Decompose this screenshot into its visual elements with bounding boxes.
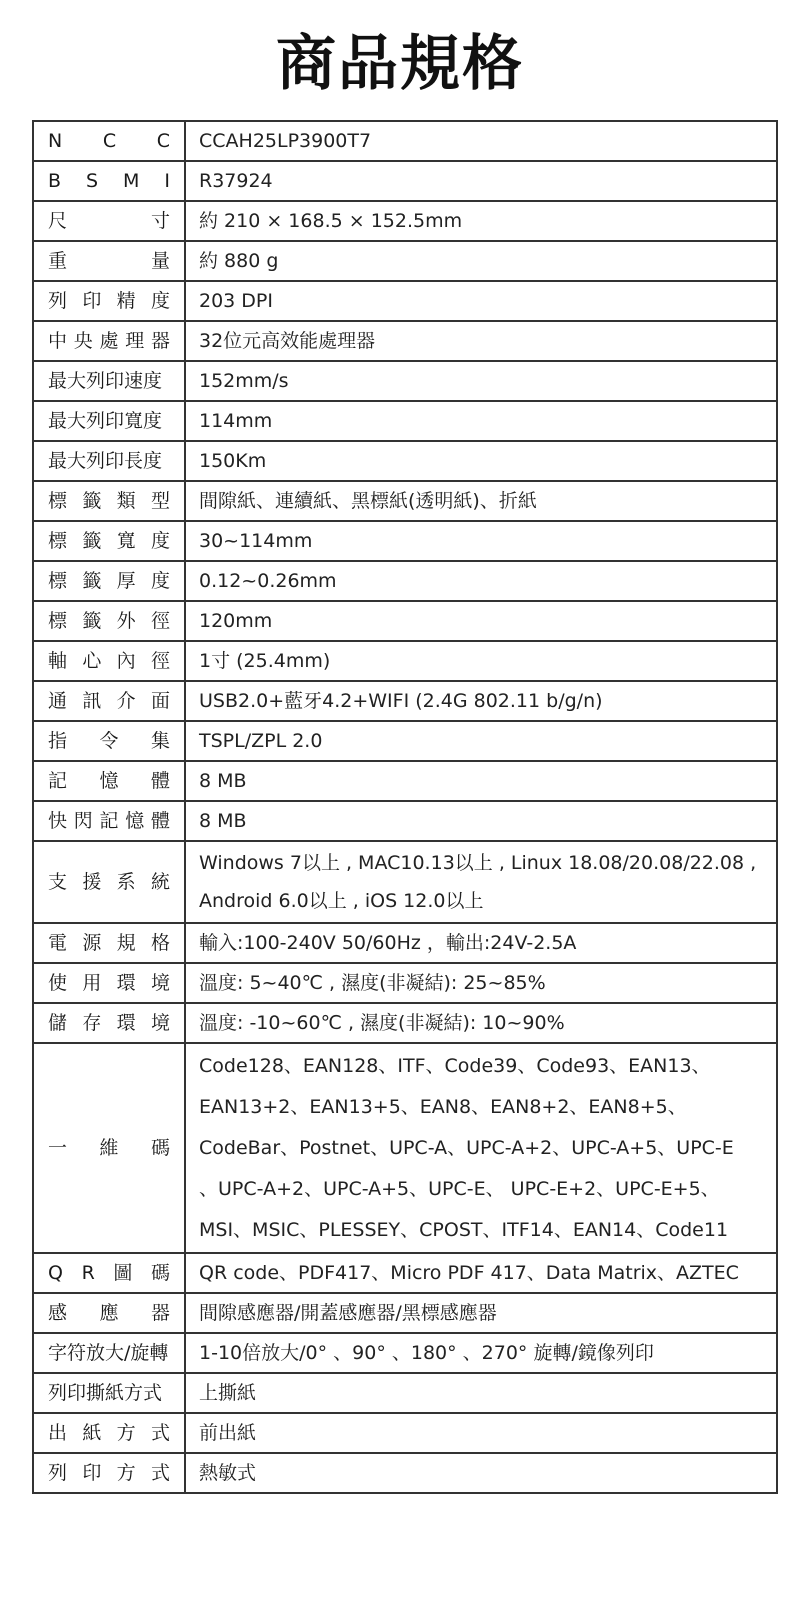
spec-label (33, 481, 185, 521)
spec-label (33, 1003, 185, 1043)
spec-value-line: Windows 7以上 , MAC10.13以上 , Linux 18.08/20.08/22.08 , (199, 852, 757, 874)
spec-label (33, 1293, 185, 1333)
spec-value (185, 1333, 777, 1373)
spec-row (33, 1373, 777, 1413)
spec-value-line: 前出紙 (199, 1422, 257, 1444)
spec-label-text: 標 (48, 490, 68, 512)
spec-label-text: 用 (82, 972, 102, 994)
spec-label-text: 記 (99, 810, 119, 832)
spec-table (32, 120, 778, 1494)
spec-row (33, 441, 777, 481)
spec-value-line: 溫度: 5~40℃ , 濕度(非凝結): 25~85% (199, 972, 546, 994)
spec-label (33, 1413, 185, 1453)
spec-value-line: 8 MB (199, 770, 247, 792)
spec-label-text: 規 (116, 932, 136, 954)
spec-row (33, 923, 777, 963)
spec-label-text: 應 (99, 1302, 119, 1324)
spec-row (33, 401, 777, 441)
spec-label-text: C (102, 130, 117, 152)
spec-label (33, 521, 185, 561)
spec-label-text: 類 (116, 490, 136, 512)
spec-label-text: 集 (150, 730, 170, 752)
spec-label-text: 感 (48, 1302, 68, 1324)
spec-label-text: 環 (116, 1012, 136, 1034)
spec-value-line: 間隙感應器/開蓋感應器/黑標感應器 (199, 1302, 497, 1324)
spec-label-text: 器 (150, 330, 170, 352)
spec-label-text: 內 (116, 650, 136, 672)
spec-row (33, 963, 777, 1003)
spec-value-line: 1-10倍放大/0° 、90° 、180° 、270° 旋轉/鏡像列印 (199, 1342, 654, 1364)
spec-row (33, 121, 777, 161)
spec-label-text: I (164, 170, 170, 192)
page-title: 商品規格 (276, 29, 524, 99)
spec-row (33, 241, 777, 281)
spec-label (33, 361, 185, 401)
spec-value-line: CCAH25LP3900T7 (199, 130, 372, 152)
spec-row (33, 801, 777, 841)
spec-label (33, 561, 185, 601)
spec-label (33, 1043, 185, 1253)
spec-label-text: 籤 (82, 490, 102, 512)
spec-value-line: 32位元高效能處理器 (199, 330, 376, 352)
spec-label-text: 最大列印速度 (48, 370, 163, 392)
spec-value (185, 601, 777, 641)
spec-value (185, 561, 777, 601)
spec-label (33, 1333, 185, 1373)
spec-value-line: QR code、PDF417、Micro PDF 417、Data Matrix、AZTEC (199, 1262, 739, 1284)
spec-label-text: 央 (73, 330, 93, 352)
spec-label-text: R (81, 1262, 95, 1284)
spec-value (185, 721, 777, 761)
spec-row (33, 361, 777, 401)
spec-label-text: 籤 (82, 530, 102, 552)
spec-label-text: 厚 (116, 570, 136, 592)
spec-label-text: 儲 (48, 1012, 68, 1034)
spec-label-text: 列印撕紙方式 (48, 1382, 163, 1404)
spec-value-line: 約 880 g (199, 250, 279, 272)
spec-value (185, 521, 777, 561)
spec-label-text: 介 (116, 690, 136, 712)
spec-label-text: 令 (99, 730, 119, 752)
spec-value-line: 0.12~0.26mm (199, 570, 337, 592)
spec-value (185, 681, 777, 721)
spec-row (33, 641, 777, 681)
spec-value (185, 121, 777, 161)
spec-label (33, 923, 185, 963)
spec-row (33, 1333, 777, 1373)
spec-label-text: 出 (48, 1422, 68, 1444)
spec-label-text: 支 (48, 871, 68, 893)
spec-label (33, 1373, 185, 1413)
spec-value-line: USB2.0+藍牙4.2+WIFI (2.4G 802.11 b/g/n) (199, 690, 603, 712)
spec-label (33, 201, 185, 241)
spec-label-text: 器 (150, 1302, 170, 1324)
spec-label-text: 電 (48, 932, 68, 954)
spec-label-text: 體 (150, 810, 170, 832)
spec-row (33, 1003, 777, 1043)
spec-label (33, 161, 185, 201)
spec-value (185, 1373, 777, 1413)
spec-label (33, 601, 185, 641)
spec-label-text: 尺 (48, 210, 68, 232)
spec-label-text: 理 (125, 330, 145, 352)
spec-label-text: 方 (116, 1462, 136, 1484)
spec-label-text: 指 (48, 730, 68, 752)
spec-label-text: 徑 (150, 610, 170, 632)
spec-label-text: 碼 (150, 1262, 170, 1284)
spec-value (185, 321, 777, 361)
spec-label-text: S (86, 170, 99, 192)
spec-row (33, 1043, 777, 1253)
spec-row (33, 161, 777, 201)
spec-label-text: 處 (99, 330, 119, 352)
spec-label-text: 通 (48, 690, 68, 712)
spec-label-text: 徑 (150, 650, 170, 672)
spec-label (33, 761, 185, 801)
spec-label-text: 量 (150, 250, 170, 272)
spec-label-text: 源 (82, 932, 102, 954)
spec-label-text: 重 (48, 250, 68, 272)
spec-value-line: 輸入:100-240V 50/60Hz ，輸出:24V-2.5A (199, 932, 577, 954)
spec-value-line: MSI、MSIC、PLESSEY、CPOST、ITF14、EAN14、Code11 (199, 1218, 729, 1241)
spec-value (185, 241, 777, 281)
spec-value (185, 641, 777, 681)
spec-row (33, 321, 777, 361)
spec-value-line: 、UPC-A+2、UPC-A+5、UPC-E、 UPC-E+2、UPC-E+5、 (199, 1177, 720, 1200)
spec-label (33, 241, 185, 281)
spec-label (33, 841, 185, 923)
spec-value-line: 114mm (199, 410, 273, 432)
spec-label (33, 801, 185, 841)
spec-row (33, 1453, 777, 1493)
spec-label-text: 寬 (116, 530, 136, 552)
spec-value (185, 923, 777, 963)
spec-value (185, 281, 777, 321)
spec-label-text: 紙 (82, 1422, 102, 1444)
spec-label-text: 方 (116, 1422, 136, 1444)
spec-label (33, 1253, 185, 1293)
spec-label-text: 閃 (73, 810, 93, 832)
spec-row (33, 201, 777, 241)
spec-label-text: 印 (82, 1462, 102, 1484)
spec-label-text: 最大列印長度 (48, 450, 163, 472)
spec-label-text: 字符放大/旋轉 (48, 1342, 169, 1364)
spec-value (185, 1043, 777, 1253)
spec-label-text: N (48, 130, 63, 152)
spec-label-text: 系 (116, 871, 136, 893)
spec-label-text: 型 (150, 490, 170, 512)
spec-label-text: 援 (82, 871, 102, 893)
spec-value-line: 203 DPI (199, 290, 273, 312)
spec-label-text: 使 (48, 972, 68, 994)
spec-label-text: 籤 (82, 610, 102, 632)
spec-label-text: 度 (150, 570, 170, 592)
spec-value-line: 152mm/s (199, 370, 289, 392)
spec-value (185, 481, 777, 521)
spec-label-text: 印 (82, 290, 102, 312)
spec-label-text: 一 (48, 1137, 68, 1159)
spec-value (185, 761, 777, 801)
spec-row (33, 1293, 777, 1333)
spec-value-line: 150Km (199, 450, 267, 472)
spec-label-text: 度 (150, 530, 170, 552)
spec-label (33, 721, 185, 761)
spec-label-text: 寸 (150, 210, 170, 232)
spec-value (185, 361, 777, 401)
spec-value (185, 1003, 777, 1043)
spec-value (185, 963, 777, 1003)
spec-label (33, 121, 185, 161)
spec-value (185, 1253, 777, 1293)
spec-label-text: 式 (150, 1422, 170, 1444)
spec-row (33, 761, 777, 801)
spec-value-line: 8 MB (199, 810, 247, 832)
spec-label-text: 訊 (82, 690, 102, 712)
spec-label-text: 軸 (48, 650, 68, 672)
spec-label (33, 401, 185, 441)
spec-value (185, 161, 777, 201)
spec-label-text: 籤 (82, 570, 102, 592)
spec-value-line: EAN13+2、EAN13+5、EAN8、EAN8+2、EAN8+5、 (199, 1095, 687, 1118)
spec-label (33, 681, 185, 721)
spec-label-text: 圖 (113, 1262, 133, 1284)
spec-label-text: 快 (48, 810, 68, 832)
spec-value-line: 1寸 (25.4mm) (199, 650, 331, 672)
spec-value-line: TSPL/ZPL 2.0 (199, 730, 323, 752)
spec-label-text: B (48, 170, 62, 192)
spec-value (185, 201, 777, 241)
spec-label (33, 441, 185, 481)
spec-label-text: 中 (48, 330, 68, 352)
spec-value (185, 841, 777, 923)
spec-label-text: 維 (99, 1137, 119, 1159)
spec-row (33, 1253, 777, 1293)
spec-row (33, 601, 777, 641)
spec-value-line: 120mm (199, 610, 273, 632)
spec-value (185, 441, 777, 481)
spec-row (33, 561, 777, 601)
spec-label-text: 心 (82, 650, 102, 672)
spec-label-text: 記 (48, 770, 68, 792)
spec-value-line: 約 210 × 168.5 × 152.5mm (199, 210, 463, 232)
spec-label-text: 境 (150, 1012, 170, 1034)
spec-label-text: 列 (48, 290, 68, 312)
spec-label (33, 1453, 185, 1493)
spec-value-line: 溫度: -10~60℃ , 濕度(非凝結): 10~90% (199, 1012, 565, 1034)
spec-label-text: 環 (116, 972, 136, 994)
spec-label-text: C (156, 130, 170, 152)
spec-label-text: 存 (82, 1012, 102, 1034)
spec-label-text: M (123, 170, 140, 192)
spec-value (185, 801, 777, 841)
spec-row (33, 481, 777, 521)
spec-label (33, 321, 185, 361)
spec-value (185, 401, 777, 441)
spec-label-text: 碼 (150, 1137, 170, 1159)
spec-label (33, 281, 185, 321)
spec-value-line: CodeBar、Postnet、UPC-A、UPC-A+2、UPC-A+5、UPC-E (199, 1136, 734, 1159)
spec-row (33, 841, 777, 923)
spec-row (33, 721, 777, 761)
spec-value-line: 上撕紙 (199, 1382, 257, 1404)
spec-value-line: 間隙紙、連續紙、黑標紙(透明紙)、折紙 (199, 490, 537, 512)
spec-row (33, 681, 777, 721)
spec-label-text: 憶 (99, 770, 119, 792)
spec-label-text: 列 (48, 1462, 68, 1484)
spec-row (33, 521, 777, 561)
spec-value (185, 1453, 777, 1493)
spec-label-text: 精 (116, 290, 136, 312)
spec-row (33, 281, 777, 321)
spec-label-text: 最大列印寬度 (48, 410, 163, 432)
spec-label-text: 標 (48, 610, 68, 632)
spec-label-text: 標 (48, 570, 68, 592)
spec-label-text: 統 (150, 871, 170, 893)
spec-value (185, 1413, 777, 1453)
spec-label-text: 憶 (125, 810, 145, 832)
spec-value-line: Android 6.0以上 , iOS 12.0以上 (199, 890, 484, 912)
spec-label-text: 標 (48, 530, 68, 552)
spec-row (33, 1413, 777, 1453)
spec-label-text: 式 (150, 1462, 170, 1484)
spec-label-text: Q (48, 1262, 63, 1284)
spec-value (185, 1293, 777, 1333)
spec-label (33, 641, 185, 681)
spec-value-line: Code128、EAN128、ITF、Code39、Code93、EAN13、 (199, 1054, 711, 1077)
spec-label (33, 963, 185, 1003)
spec-label-text: 度 (150, 290, 170, 312)
spec-label-text: 格 (150, 932, 170, 954)
spec-value-line: 熱敏式 (199, 1462, 257, 1484)
spec-label-text: 境 (150, 972, 170, 994)
spec-value-line: 30~114mm (199, 530, 313, 552)
spec-label-text: 面 (150, 690, 170, 712)
spec-value-line: R37924 (199, 170, 273, 192)
spec-label-text: 體 (150, 770, 170, 792)
spec-label-text: 外 (116, 610, 136, 632)
